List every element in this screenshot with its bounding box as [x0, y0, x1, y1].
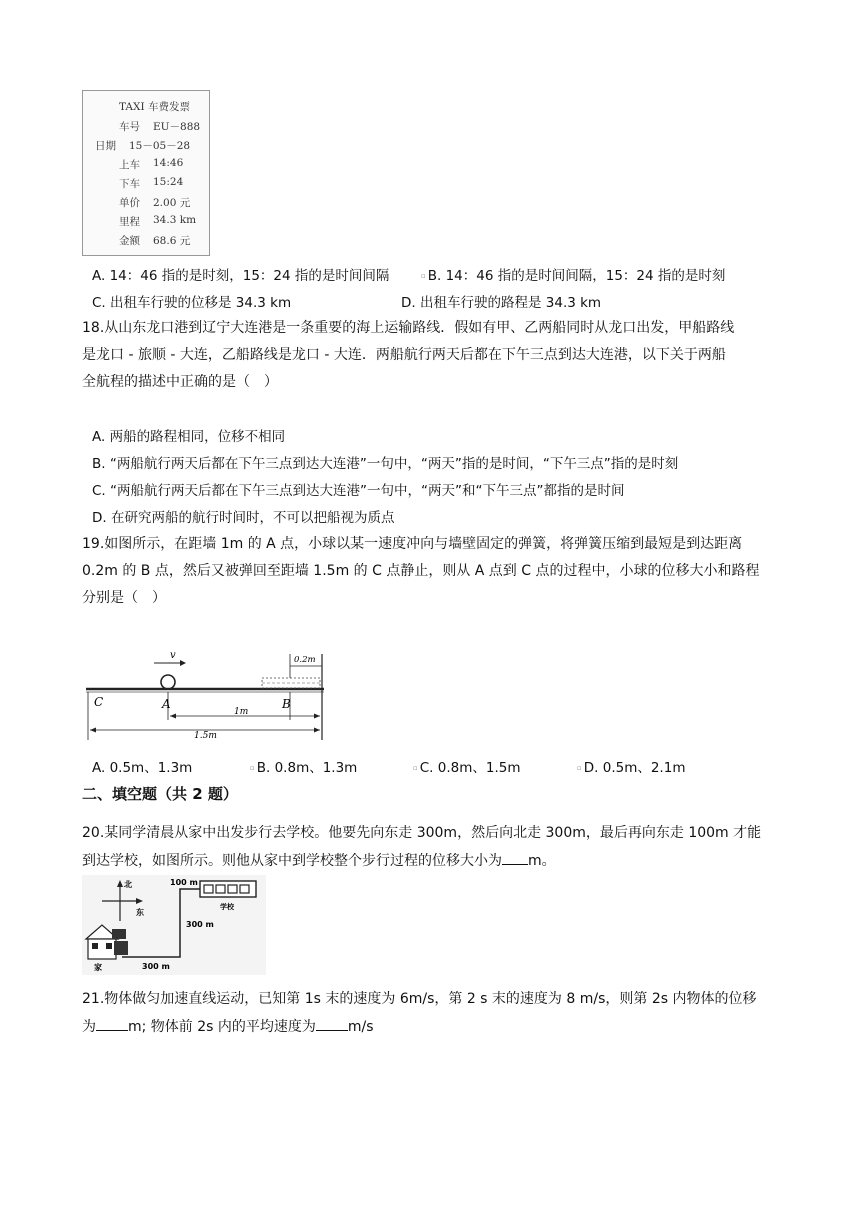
- q17-option-d[interactable]: D. 出租车行驶的路程是 34.3 km: [401, 295, 602, 311]
- point-b-label: B: [282, 697, 291, 711]
- receipt-value: EU－888: [153, 121, 201, 133]
- option-dot-icon: ▫: [421, 272, 426, 280]
- option-dot-icon: ▫: [413, 764, 418, 772]
- receipt-key: 下车: [119, 178, 140, 190]
- q20-unit: m。: [528, 853, 556, 869]
- school-label: 学校: [220, 903, 234, 911]
- q19-stem-line: 分别是（ ）: [82, 590, 166, 606]
- q21-stem-line: 21.物体做匀加速直线运动，已知第 1s 末的速度为 6m/s，第 2 s 末的速度为 8 m/s，则第 2s 内物体的位移: [82, 991, 757, 1007]
- q18-option-c[interactable]: C. “两船航行两天后都在下午三点到达大连港”一句中，“两天”和“下午三点”都指的是时间: [92, 483, 625, 499]
- q18-stem-line: 全航程的描述中正确的是（ ）: [82, 374, 278, 390]
- receipt-key: 车号: [119, 121, 140, 133]
- q17-option-b-text: B. 14：46 指的是时间间隔，15：24 指的是时刻: [427, 268, 726, 284]
- q18-option-d[interactable]: D. 在研究两船的航行时间时，不可以把船视为质点: [92, 510, 395, 526]
- q19-option-b-text: B. 0.8m、1.3m: [256, 760, 358, 776]
- route-map-diagram: [82, 875, 266, 975]
- q20-answer-blank[interactable]: [502, 850, 528, 865]
- q19-option-a[interactable]: A. 0.5m、1.3m: [92, 760, 193, 776]
- q20-stem-line-2: [82, 850, 556, 871]
- q20-text: 到达学校，如图所示。则他从家中到学校整个步行过程的位移大小为: [82, 853, 502, 869]
- q17-option-b[interactable]: [421, 266, 725, 286]
- receipt-value: 15:24: [153, 176, 184, 188]
- receipt-value: 34.3 km: [153, 214, 197, 226]
- point-a-label: A: [162, 697, 171, 711]
- receipt-value: 68.6 元: [153, 235, 191, 247]
- taxi-receipt-image: [82, 90, 210, 256]
- distance-300m-east-label: 300 m: [142, 962, 170, 971]
- east-label: 东: [136, 908, 144, 917]
- q17-option-a[interactable]: A. 14：46 指的是时刻，15：24 指的是时间间隔: [92, 268, 390, 284]
- spring-diagram: [84, 644, 330, 742]
- option-dot-icon: ▫: [577, 764, 582, 772]
- spring-icon: [262, 678, 320, 688]
- q19-stem-line: 0.2m 的 B 点，然后又被弹回至距墙 1.5m 的 C 点静止，则从 A 点到 C 点的过程中，小球的位移大小和路程: [82, 563, 760, 579]
- receipt-key: 金额: [119, 235, 140, 247]
- north-label: 北: [124, 880, 132, 889]
- q18-stem-line: 18.从山东龙口港到辽宁大连港是一条重要的海上运输路线．假如有甲、乙两船同时从龙口出发，甲船路线: [82, 320, 735, 336]
- q21-stem-line-2: [82, 1016, 374, 1037]
- q18-stem-line: 是龙口 - 旅顺 - 大连，乙船路线是龙口 - 大连．两船航行两天后都在下午三点到达大连港，以下关于两船: [82, 347, 726, 363]
- receipt-title: TAXI 车费发票: [119, 101, 190, 113]
- q21-unit: m/s: [347, 1019, 374, 1035]
- q17-option-c[interactable]: C. 出租车行驶的位移是 34.3 km: [92, 295, 292, 311]
- receipt-key: 日期: [95, 140, 116, 152]
- home-label: 家: [94, 963, 102, 972]
- q18-option-b[interactable]: B. “两船航行两天后都在下午三点到达大连港”一句中，“两天”指的是时间，“下午三点”指的是时刻: [92, 456, 679, 472]
- q19-option-c[interactable]: [413, 758, 521, 778]
- section-heading: 二、填空题（共 2 题）: [82, 785, 238, 803]
- receipt-key: 里程: [119, 216, 140, 228]
- q19-option-c-text: C. 0.8m、1.5m: [419, 760, 521, 776]
- q19-option-d[interactable]: [577, 758, 685, 778]
- q21-text: 为: [82, 1019, 96, 1035]
- q21-answer-blank-2[interactable]: [316, 1016, 348, 1031]
- velocity-label: v: [170, 650, 176, 661]
- option-dot-icon: ▫: [250, 764, 255, 772]
- q19-option-b[interactable]: [250, 758, 357, 778]
- receipt-value: 2.00 元: [153, 197, 191, 209]
- receipt-value: 15－05－28: [129, 140, 191, 152]
- distance-1-5m-label: 1.5m: [194, 731, 217, 741]
- q19-option-d-text: D. 0.5m、2.1m: [583, 760, 686, 776]
- distance-1m-label: 1m: [234, 707, 249, 717]
- q19-stem-line: 19.如图所示，在距墙 1m 的 A 点，小球以某一速度冲向与墙壁固定的弹簧，将弹簧压缩到最短是到达距离: [82, 536, 743, 552]
- distance-300m-north-label: 300 m: [186, 920, 214, 929]
- q21-text: m; 物体前 2s 内的平均速度为: [128, 1019, 316, 1035]
- distance-0-2m-label: 0.2m: [294, 655, 316, 665]
- q20-stem-line: 20.某同学清晨从家中出发步行去学校。他要先向东走 300m，然后向北走 300m，最后再向东走 100m 才能: [82, 825, 762, 841]
- receipt-value: 14:46: [153, 157, 184, 169]
- receipt-key: 上车: [119, 159, 140, 171]
- school-building-icon: [200, 881, 256, 897]
- point-c-label: C: [94, 695, 104, 709]
- receipt-key: 单价: [119, 197, 140, 209]
- ball-icon: [161, 675, 175, 689]
- distance-100m-label: 100 m: [170, 878, 198, 887]
- q21-answer-blank-1[interactable]: [96, 1016, 128, 1031]
- q18-option-a[interactable]: A. 两船的路程相同，位移不相同: [92, 429, 286, 445]
